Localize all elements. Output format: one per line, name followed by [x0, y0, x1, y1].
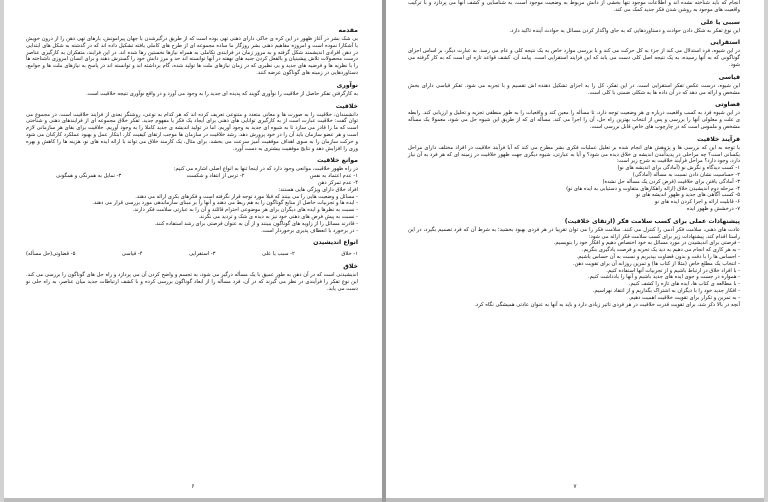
thinking-type: ۴- قیاسی — [121, 251, 143, 258]
creativity-heading: خلاقیت — [335, 102, 358, 110]
barrier-item: ۴- عدم تمرکز ذهن — [317, 179, 358, 186]
creativity-paragraph: دانشمندان، خلاقیت را به صورت ها و معانی متعدد و متنوعی تعریف کرده اند که هر کدام به نوعی، روشنگر بعدی از فرایند خلاقیت است. در مجموع می توان گفت: خلاقیت عبارت است از به کارگیری توانایی های ذهنی برای ایجاد یک فکر یا مفهوم جدید. تفکر خلاق مجموعه ای از فرایندهای ذهنی و شناختی است که ما را قادر می سازد تا به شیوه ای جدید به وجود آوریم. اما در تولید اندیشه ی جدید کاملا را به وجود آوریم. خلاقیت برای بقای هر سازمانی لازم است و هر عضو سازمان باید آن را در خود پرورش دهد. رشد خلاقیت در سازمان ها موجب ارتقای کیفیت کار، ابتکار عمل و بهبود عملکرد کارکنان می شود و حرکت سازمان را به سوی اهداف موفقیت آمیز سرعت می بخشد. برای مثال، یک کارمند خلاق می تواند با ارائه ایده های نو، هزینه ها را کاهش و بهره وری را افزایش دهد و نتایج موفقیت بیشتری به دست آورد. — [26, 111, 358, 152]
left-page-content — [26, 22, 358, 293]
list-item: ۶- قابلیت ارائه و اجرا کردن ایده های نو — [654, 199, 740, 206]
page-number: ۶ — [191, 483, 195, 490]
process-heading: فرآیند خلاقیت — [697, 135, 740, 143]
intro-heading: مقدمه — [338, 27, 358, 34]
list-item: - مسائل و وضعیت هایی را می بینند که قبلا مورد توجه قرار نگرفته است و فکرهای بکری ارائه می دهند. — [135, 193, 358, 200]
right-page — [386, 0, 764, 502]
list-item: - ایده ها و تجربیات حاصل از منابع گوناگون را به هم ربط می دهند و آنها را بر مبنای سازماندهی مورد بررسی قرار می دهند. — [92, 200, 358, 207]
top-paragraph: انجام که باید شناخته نشده اند و اطلاعات موجود تنها بخشی از دانش مربوط به وضعیت موجود است، به شناسایی و کشف آنها می پردازد و با ترکیب واقعیت های موجود به روشن شدن فکر جدید کمک می کند. — [408, 0, 740, 13]
proposals-heading: پیشنهادات عملی برای کسب سلامت فکر (ارتقای خلاقیت) — [564, 217, 740, 225]
thinking-type: ۳- استقرایی — [189, 251, 216, 258]
process-steps-list — [408, 165, 740, 213]
thinking-types-heading: انواع اندیشیدن — [313, 239, 358, 247]
thinking-type: ۲- سبب یا علی — [262, 251, 295, 258]
list-item: - فرصتی برای اندیشیدن در مورد مسائل به خود اختصاص دهیم و افکار خود را بنویسیم. — [553, 240, 740, 247]
creative-paragraph: اندیشیدنی است که در آن ذهن به طور عمیق با یک مسأله درگیر می شود، به تجسم و واضح کردن آن می پردازد و راه حل های گوناگون را بررسی می کند. این نوع تفکر را فرآیندی در نظر می گیرند که در آن، فرد مسأله را از ابعاد گوناگون بررسی کرده و با کشف ارتباطات جدید میان عناصر، به راه حلی نو دست می یابد. — [26, 272, 358, 292]
thinking-type: ۱- خلاق — [341, 251, 358, 258]
barrier-item: ۲- ترس از انتقاد و شکست — [186, 173, 245, 180]
barrier-item: ۳- تمایل به همرنگی و همگونی — [56, 173, 122, 180]
list-item: - به هر کاری که انجام می دهیم به دید یک تجربه و فرصت یادگیری بنگریم. — [581, 247, 740, 254]
thinking-type: ۵- قضاوتی(حل مسأله) — [26, 251, 76, 258]
novelty-heading: نوآوری — [336, 81, 358, 89]
causal-heading: سببی یا علی — [700, 18, 740, 26]
process-intro: با توجه به این که بررسی ها و پژوهش های انجام شده بر تعلیل عملیات فکری بشر مطرح می کند که آیا فرآیند خلاقیت در افراد مختلف دارای مراحل یکسانی است؟ چه مراحلی در پدیدآمدن اندیشه ی خلاق دیده می شود؟ و آیا به عبارتی، شیوه دیگری جهت ظهور خلاقیت در زمینه ای که هر فرد به آن نیاز دارد، وجود دارد؟ مراحل فرآیند خلاقیت به شرح زیر است: — [408, 144, 740, 165]
list-item: - افکار جدید خود را با دیگران به اشتراک بگذاریم و از انتقاد نهراسیم. — [592, 287, 740, 294]
list-item: ۲- حساسیت نشان دادن نسبت به مسأله (آمادگی) — [632, 171, 740, 178]
list-item: - همواره در جست و جوی ایده های جدید باشیم و آنها را یادداشت کنیم. — [588, 274, 740, 281]
intro-paragraph: بی شک بشر در آغاز ظهور در این کره ی خاکی دارای ذهنی تهی بوده است که از طریق درگیرشدن با جهان پیرامونش، بارهای تهی ذهن را از درون خویش با آشکارا نموده است و امروزه مفاهیم ذهنی بشر روزگار ما ساده مجموعه ای از طرح های کاملی یافته تشکیل داده اند که در گذشته به شکل های ابتدایی در ذهن افرادی اندیشمند شکل گرفته و به مرور زمان در فرایندی تکاملی به همراه نیازها نخستین رها شده اند. در این فرایند، متفکران به کارگیری عناصر درست محصولات تلاش پیشینیان و بالفعل کردن جنبه های نهفته در آنها توانسته اند حد و مرز دانش خود را گسترش دهند و برای انسان امروزی ناشناخته ها را با نظریه ها و فرضیه های جدید و بی نظیری که در زمان نیازهای ملت ها تولید شده، گام برداشته اند و توانسته اند در پاسخ به نیازهای ملت ها و جوامع، دستاوردهایی در زمینه های گوناگون عرضه کنند. — [26, 36, 358, 76]
page-bottom-bar — [386, 498, 764, 502]
barrier-item: ۱- عدم اعتماد به نفس — [309, 173, 358, 180]
novelty-paragraph: به کارگرفتن تفکر حاصل از خلاقیت را نوآوری گویند که پدیده ای جدید را به وجود می آورد و در واقع نوآوری نتیجه خلاقیت است. — [86, 90, 358, 97]
list-item: ۴- مرحله دوم اندیشیدن خلاق (ارائه راهکارهای متفاوت و دستیابی به ایده های نو) — [566, 185, 740, 192]
list-item: ۷- درخشش و ظهور ایده — [686, 205, 740, 212]
deductive-heading: قیاسی — [718, 73, 740, 81]
page-number: ۷ — [573, 483, 577, 490]
list-item: - نسبت به پیش فرض های ذهنی خود نیز به دیده ی شک و تردید می نگرند. — [198, 213, 358, 220]
list-item: - با مطالعه ی کتاب ها، ایده های تازه را کشف کنیم. — [628, 281, 740, 288]
list-item: - قادرند مسائل را از زاویه های گوناگون ببینند و از آن به عنوان فرصتی برای رشد استفاده کنند. — [154, 220, 358, 227]
list-item: - نسبت به نظرها و ایده های دیگران برای هر موضوعی احترام قائلند و آن را به عبارتی سلامت فکر دارند. — [132, 207, 358, 214]
thinking-types-row — [26, 251, 358, 258]
list-item: - در برخورد با انعطاف پذیری برخوردار است. — [261, 227, 358, 234]
list-item: ۵- کسب آگاهی های جدید و ظهور اندیشه های نو — [636, 192, 740, 199]
list-item: - احساس ها را با دقت و بدون قضاوت بپذیریم و نسبت به آن حساس باشیم. — [576, 253, 740, 260]
judgment-heading: قضاوتی — [715, 101, 740, 109]
deductive-paragraph: این شیوه، درست عکس تفکر استقرایی است. در این تفکر، کل را به اجزای تشکیل دهنده اش تقسیم و با تجربه می شود. تفکر قیاسی دارای بخش مشخص و ارائه می دهد که در آن داده ها به شکلی ضمنی با کلی است. — [408, 82, 740, 96]
right-page-content — [408, 0, 740, 308]
inductive-heading: استقرایی — [710, 39, 740, 47]
barriers-heading: موانع خلاقیت — [317, 157, 358, 165]
list-item: - انتخاب یک مطلع خاص (مثلا از کتاب ها) و تمرین روزانه آن برای تقویت ذهن. — [572, 260, 740, 267]
proposals-list — [408, 240, 740, 301]
barriers-row — [26, 180, 358, 187]
left-page — [4, 0, 382, 502]
creative-heading: خلاق — [343, 263, 358, 271]
closing-paragraph: آنچه در بالا ذکر شد، برای تقویت قدرت خلاقیت در هر فردی تاثیر زیادی دارد و باید به آنها به عنوان عادتی همیشگی نگاه کرد. — [474, 301, 740, 308]
traits-list — [26, 194, 358, 235]
list-item: ۱- کسب دیدگاه و نگرش نو (آمادگی برای اندیشه های نو) — [617, 165, 740, 172]
traits-intro: افراد خلاق دارای ویژگی هایی هستند: — [278, 186, 358, 193]
list-item: - به تمرین و تکرار برای تقویت خلاقیت اهمیت دهیم. — [628, 294, 740, 301]
barriers-intro: در راه ظهور خلاقیت، موانعی وجود دارد که در اینجا تنها به انواع اصلی اشاره می کنیم: — [173, 166, 358, 173]
list-item: - با افراد خلاق در ارتباط باشیم و از تجربیات آنها استفاده کنیم. — [606, 267, 740, 274]
proposals-paragraph: عادت های ذهنی، سلامت فکر آدمی را کنترل می کنند. سلامت فکر را می توان تقریبا در هر فردی بهبود بخشید؛ به شرط آن که فرد تصمیم بگیرد، در این راستا اقدام کند. پیشنهادات زیر برای کسب سلامت فکر ارائه می شود: — [408, 226, 740, 240]
causal-paragraph: این نوع تفکر به شکل دادن حوادث و دستاوردهایی که به جای واگذار کردن مسائل به حوادث آینده تاکید دارد. — [509, 27, 740, 34]
list-item: ۳- آمادگی یافتن برای خلاقیت (فرض کردن یک مسأله حل نشده) — [602, 178, 740, 185]
inductive-paragraph: در این شیوه، فرد استدلال می کند از جزء به کل حرکت می کند و با بررسی موارد خاص به یک نتیجه کلی و عام می رسد. به عبارت دیگر، بر اساس اجزای گوناگونی که به آنها رسیده، به یک نتیجه اصل کلی دست می یابد که این فرایند استقرایی است. پیامد آن، کشف قواعد تازه ای است که به کار گرفته می شود. — [408, 48, 740, 68]
judgment-paragraph: در این شیوه فرد به کسب واقعیت درباره ی هر وضعیت توجه دارد، تا مسأله را معین کند و واقعیات را به طور منطقی تجزیه و تحلیل و ارزیابی کند. رابطه ی علت و معلولی آنها را بررسی و پس از انتخاب بهترین راه حل، آن را اجرا می کند. مسأله ای که از طریق این شیوه حل می شود، معمولا یک مسأله مشخص و ملموس است که در چارچوب های خاص قابل بررسی است. — [408, 110, 740, 130]
page-bottom-bar — [4, 498, 382, 502]
barriers-row — [26, 173, 358, 180]
